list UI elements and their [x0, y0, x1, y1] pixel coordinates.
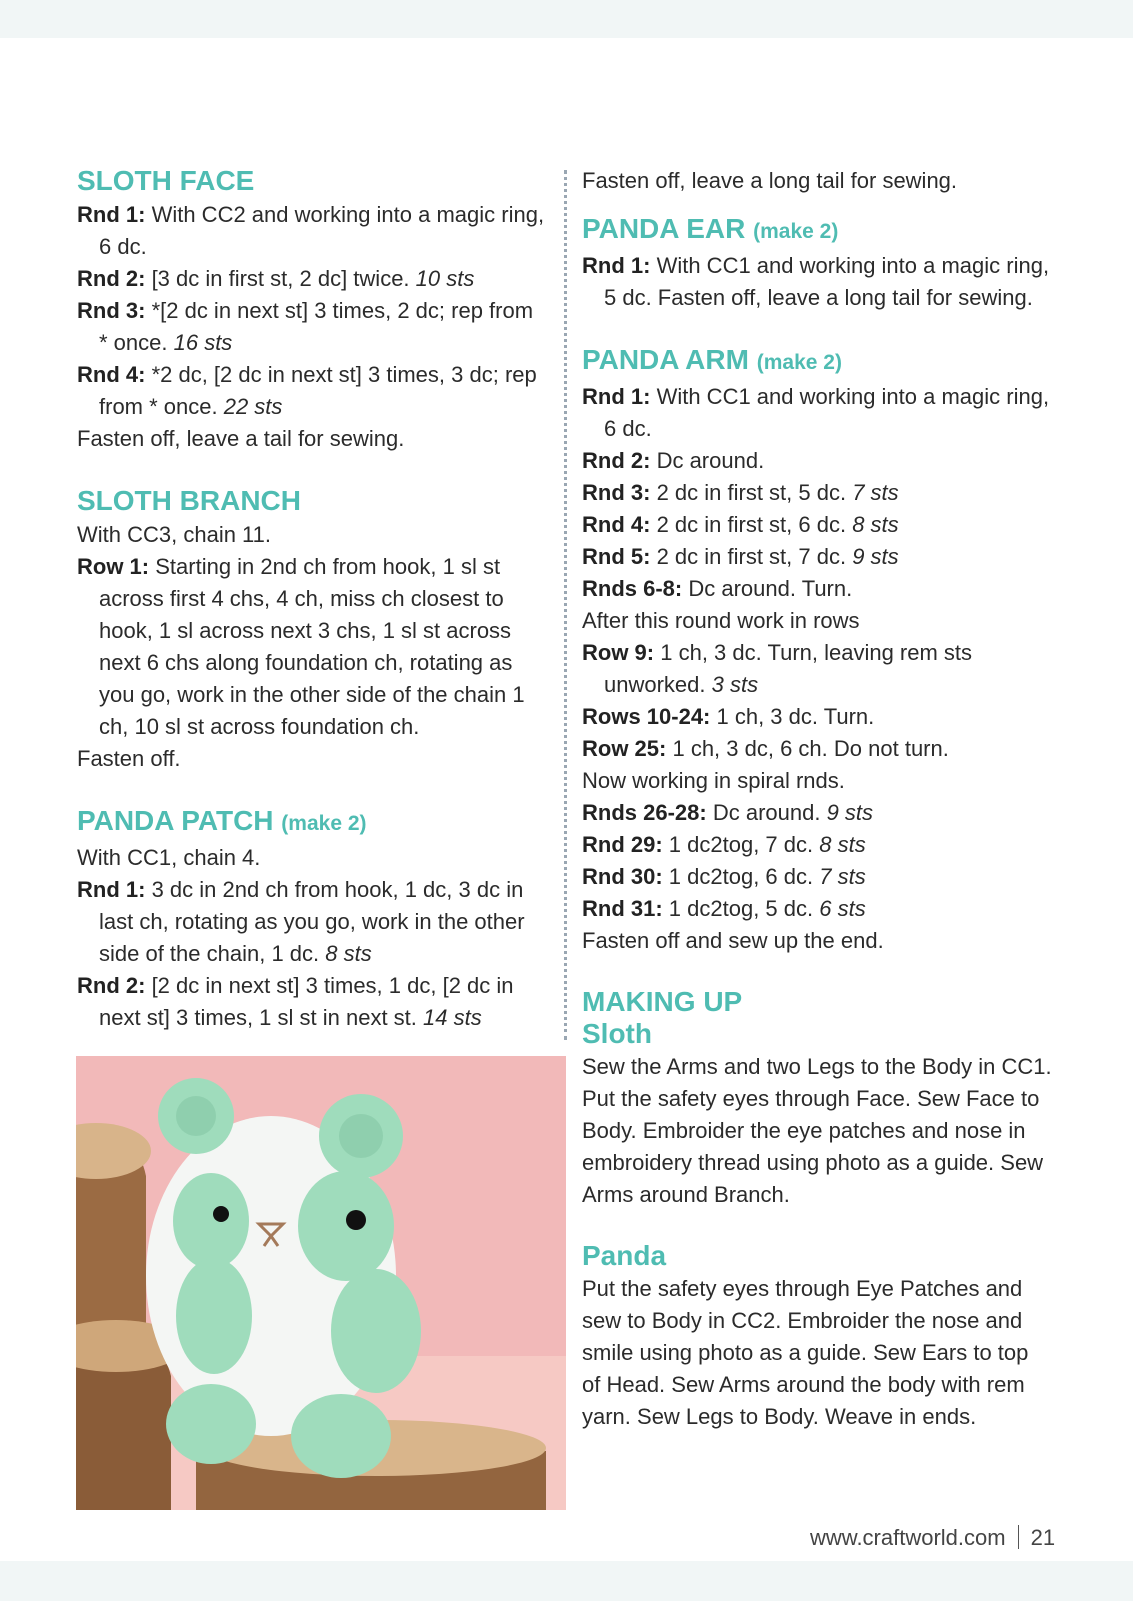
panda-arm-end: Fasten off and sew up the end.	[582, 928, 884, 953]
making-up-sloth-text: Sew the Arms and two Legs to the Body in CC1. Put the safety eyes through Face. Sew Face to Body. Embroider the eye patches and nose in embroidery thread using photo as a guide. Sew Arms around Branch.	[582, 1054, 1052, 1207]
footer-url[interactable]: www.craftworld.com	[810, 1525, 1006, 1550]
sloth-face-end: Fasten off, leave a tail for sewing.	[77, 426, 405, 451]
footer-separator	[1018, 1525, 1019, 1549]
panda-subheading: Panda	[582, 1240, 667, 1271]
sloth-face-rnd4: Rnd 4: *2 dc, [2 dc in next st] 3 times, 3 dc; rep from * once. 22 sts	[77, 362, 537, 419]
panda-arm-rnd30: Rnd 30: 1 dc2tog, 6 dc. 7 sts	[582, 864, 866, 889]
sloth-branch-end: Fasten off.	[77, 746, 181, 771]
sloth-face-rnd2: Rnd 2: [3 dc in first st, 2 dc] twice. 10 sts	[77, 266, 475, 291]
sloth-subheading: Sloth	[582, 1018, 652, 1049]
panda-arm-rnd5: Rnd 5: 2 dc in first st, 7 dc. 9 sts	[582, 544, 899, 569]
sloth-face-rnd1: Rnd 1: With CC2 and working into a magic ring, 6 dc.	[77, 202, 545, 259]
panda-arm-rnd31: Rnd 31: 1 dc2tog, 5 dc. 6 sts	[582, 896, 866, 921]
panda-arm-rnd29: Rnd 29: 1 dc2tog, 7 dc. 8 sts	[582, 832, 866, 857]
panda-patch-intro: With CC1, chain 4.	[77, 845, 261, 870]
sloth-branch-intro: With CC3, chain 11.	[77, 522, 272, 547]
panda-arm-row25: Row 25: 1 ch, 3 dc, 6 ch. Do not turn.	[582, 736, 949, 761]
panda-arm-rnd3: Rnd 3: 2 dc in first st, 5 dc. 7 sts	[582, 480, 899, 505]
making-up-heading: MAKING UP	[582, 986, 743, 1017]
page-number: 21	[1030, 1525, 1056, 1550]
column-divider	[564, 170, 567, 1040]
bottom-band	[0, 1561, 1133, 1601]
panda-ear-rnd1: Rnd 1: With CC1 and working into a magic ring, 5 dc. Fasten off, leave a long tail for sewing.	[582, 253, 1050, 310]
page-footer	[810, 1525, 1055, 1551]
panda-arm-rnd1: Rnd 1: With CC1 and working into a magic ring, 6 dc.	[582, 384, 1050, 441]
sloth-face-heading: SLOTH FACE	[77, 165, 255, 196]
sloth-branch-row1: Row 1: Starting in 2nd ch from hook, 1 sl st across first 4 chs, 4 ch, miss ch closest to hook, 1 sl across next 3 chs, 1 sl st across next 6 chs along foundation ch, rotating as you go, work in the other side of the chain 1 ch, 10 sl st across foundation ch.	[77, 554, 525, 739]
right-top-line: Fasten off, leave a long tail for sewing.	[582, 168, 958, 193]
right-column	[582, 165, 1052, 1433]
panda-arm-rnd4: Rnd 4: 2 dc in first st, 6 dc. 8 sts	[582, 512, 899, 537]
making-up-panda-text: Put the safety eyes through Eye Patches and sew to Body in CC2. Embroider the nose and smile using photo as a guide. Sew Ears to top of Head. Sew Arms around the body with rem yarn. Sew Legs to Body. Weave in ends.	[582, 1276, 1029, 1429]
panda-arm-rnds6-8: Rnds 6-8: Dc around. Turn.	[582, 576, 853, 601]
left-column	[77, 165, 547, 1034]
sloth-branch-heading: SLOTH BRANCH	[77, 485, 301, 516]
panda-patch-rnd2: Rnd 2: [2 dc in next st] 3 times, 1 dc, [2 dc in next st] 3 times, 1 sl st in next st. 14 sts	[77, 973, 514, 1030]
sloth-face-rnd3: Rnd 3: *[2 dc in next st] 3 times, 2 dc; rep from * once. 16 sts	[77, 298, 534, 355]
top-band	[0, 0, 1133, 38]
panda-arm-heading: PANDA ARM (make 2)	[582, 344, 842, 375]
panda-patch-rnd1: Rnd 1: 3 dc in 2nd ch from hook, 1 dc, 3 dc in last ch, rotating as you go, work in the other side of the chain, 1 dc. 8 sts	[77, 877, 525, 966]
panda-patch-heading: PANDA PATCH (make 2)	[77, 805, 367, 836]
panda-arm-after-round: After this round work in rows	[582, 608, 860, 633]
panda-arm-row9: Row 9: 1 ch, 3 dc. Turn, leaving rem sts unworked. 3 sts	[582, 640, 973, 697]
panda-arm-rnds26-28: Rnds 26-28: Dc around. 9 sts	[582, 800, 874, 825]
panda-arm-spiral: Now working in spiral rnds.	[582, 768, 845, 793]
panda-arm-rows10-24: Rows 10-24: 1 ch, 3 dc. Turn.	[582, 704, 875, 729]
panda-ear-heading: PANDA EAR (make 2)	[582, 213, 839, 244]
panda-photo	[76, 1056, 566, 1510]
panda-arm-rnd2: Rnd 2: Dc around.	[582, 448, 765, 473]
